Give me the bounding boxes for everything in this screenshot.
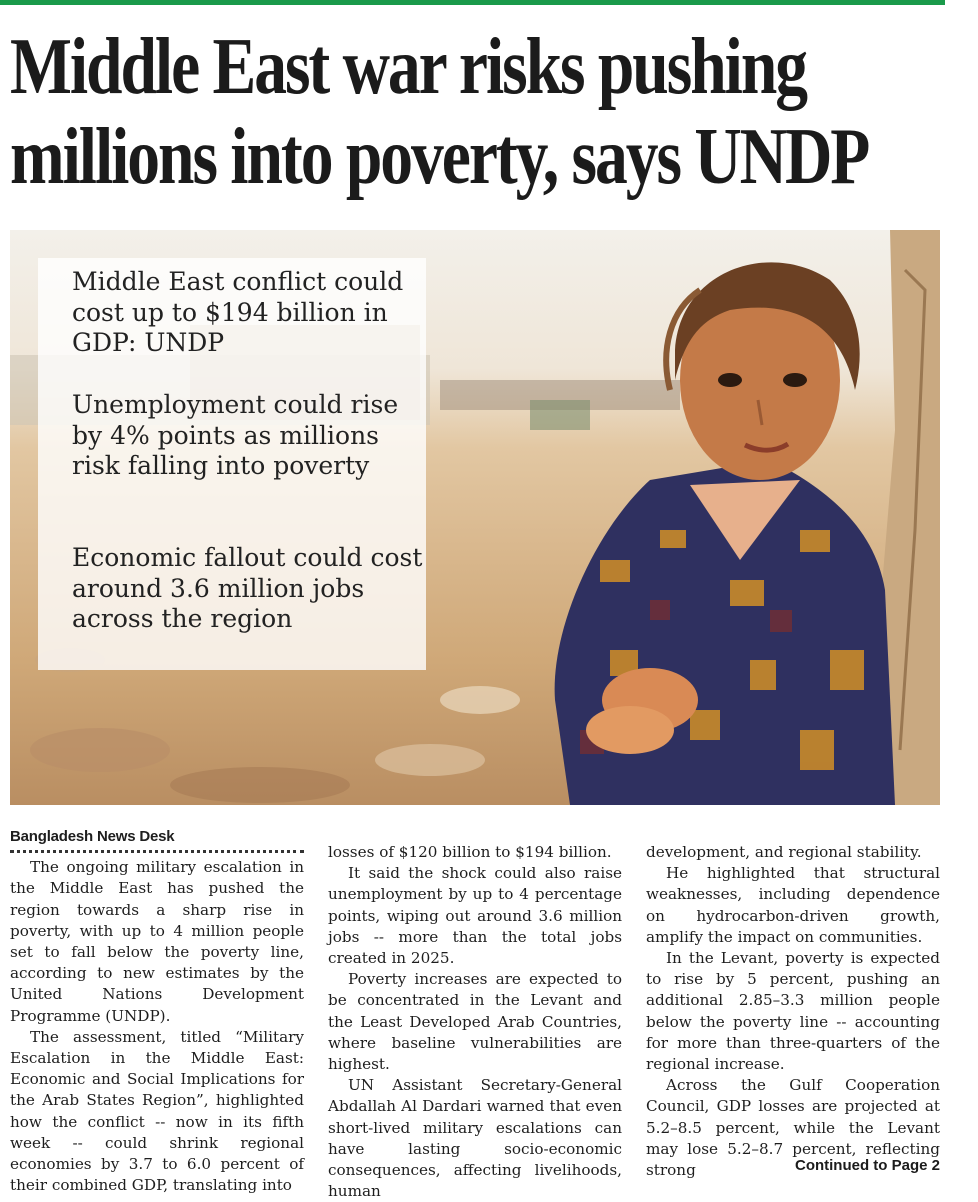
byline: Bangladesh News Desk bbox=[10, 826, 304, 853]
article-column-2 bbox=[328, 842, 622, 1202]
paragraph: The assessment, titled “Military Escalation in the Middle East: Economic and Social Implications for the Arab States Region”, highlighted how the conflict -- now in its fifth week -- could shrink regional economies by 3.7 to 6.0 percent of their combined GDP, translating into bbox=[10, 1027, 304, 1195]
paragraph: The ongoing military escalation in the Middle East has pushed the region towards a sharp rise in poverty, with up to 4 million people set to fall below the poverty line, according to new estimates by the United Nations Development Programme (UNDP). bbox=[10, 858, 304, 1025]
paragraph: development, and regional stability. bbox=[646, 843, 922, 861]
paragraph: UN Assistant Secretary-General Abdallah Al Dardari warned that even short-lived military escalations can have lasting socio-economic consequences, affecting livelihoods, human bbox=[328, 1076, 622, 1201]
continued-link[interactable]: Continued to Page 2 bbox=[794, 1157, 940, 1174]
paragraph: Across the Gulf Cooperation Council, GDP losses are projected at 5.2–8.5 percent, while the Levant may lose 5.2–8.7 percent, reflecting strong bbox=[646, 1076, 940, 1180]
paragraph: It said the shock could also raise unemployment by up to 4 percentage points, wiping out around 3.6 million jobs -- more than the total jobs created in 2025. bbox=[328, 864, 622, 968]
paragraph: He highlighted that structural weaknesses, including dependence on hydrocarbon-driven growth, amplify the impact on communities. bbox=[646, 864, 940, 946]
article-column-3 bbox=[646, 842, 940, 1181]
highlight-unemployment: Unemployment could rise by 4% points as millions risk falling into poverty bbox=[72, 390, 399, 480]
article-column-1 bbox=[10, 826, 304, 1196]
paragraph: In the Levant, poverty is expected to rise by 5 percent, pushing an additional 2.85–3.3 million people below the poverty line -- accounting for more than three-quarters of the regional increase. bbox=[646, 949, 940, 1074]
top-accent-bar bbox=[0, 0, 945, 5]
highlight-jobs: Economic fallout could cost around 3.6 million jobs across the region bbox=[72, 543, 423, 633]
paragraph: Poverty increases are expected to be concentrated in the Levant and the Least Developed Arab Countries, where baseline vulnerabilities are highest. bbox=[328, 970, 622, 1074]
highlight-gdp: Middle East conflict could cost up to $194 billion in GDP: UNDP bbox=[72, 267, 404, 357]
headline: Middle East war risks pushing millions into poverty, says UNDP bbox=[10, 23, 869, 201]
paragraph: losses of $120 billion to $194 billion. bbox=[328, 843, 612, 861]
